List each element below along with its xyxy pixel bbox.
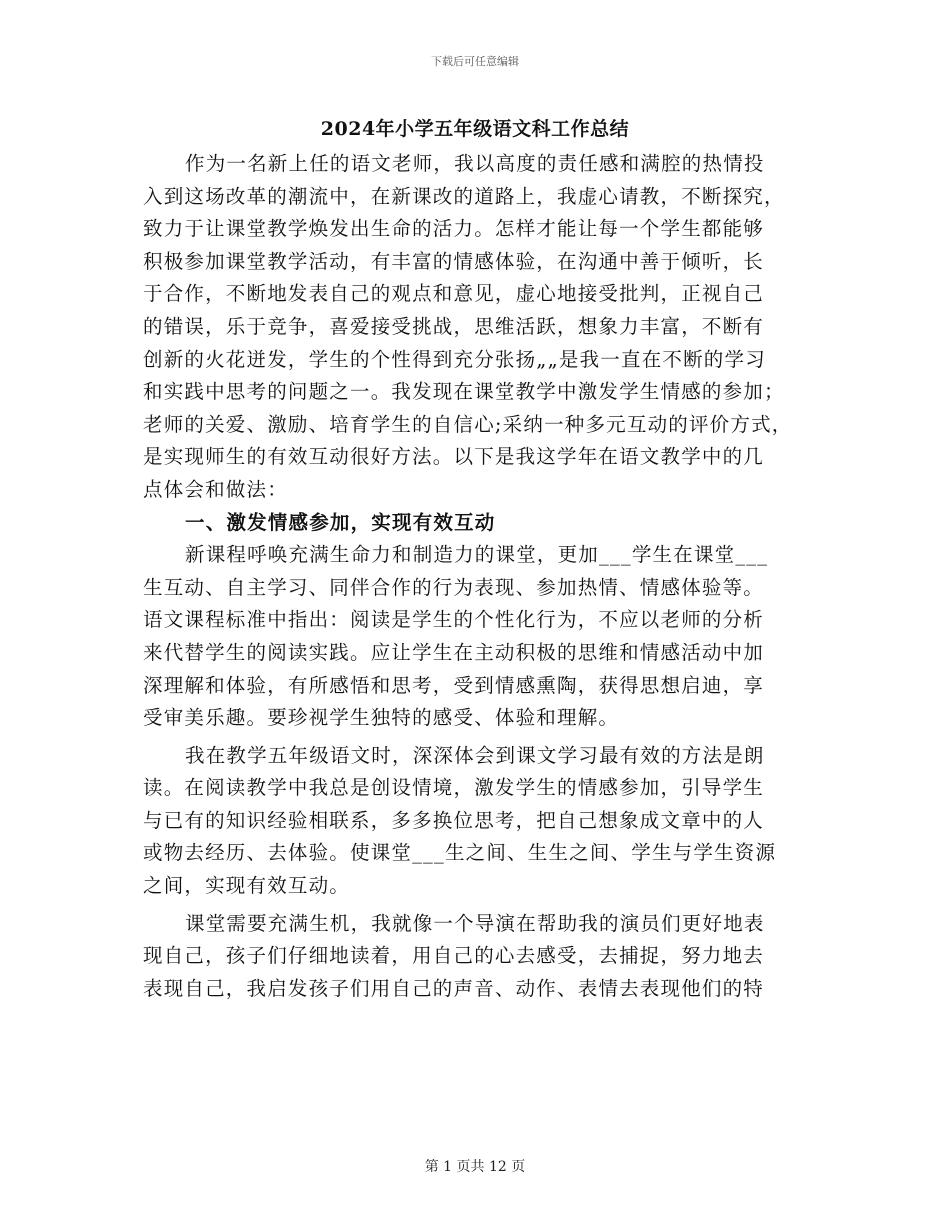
text-line: 我在教学五年级语文时，深深体会到课文学习最有效的方法是朗: [185, 743, 765, 767]
text-line: 创新的火花迸发，学生的个性得到充分张扬„„是我一直在不断的学习: [143, 347, 766, 371]
text-line: 致力于让课堂教学焕发出生命的活力。怎样才能让每一个学生都能够: [143, 217, 765, 241]
text-line: 现自己，孩子们仔细地读着，用自己的心去感受，去捕捉，努力地去: [143, 944, 765, 968]
text-line: 或物去经历、去体验。使课堂___生之间、生生之间、学生与学生资源: [143, 841, 777, 865]
text-line: 来代替学生的阅读实践。应让学生在主动积极的思维和情感活动中加: [143, 640, 765, 664]
text-line: 于合作，不断地发表自己的观点和意见，虚心地接受批判，正视自己: [143, 282, 765, 306]
section-heading: 一、激发情感参加，实现有效互动: [185, 510, 496, 534]
text-line: 之间，实现有效互动。: [143, 874, 351, 898]
text-line: 受审美乐趣。要珍视学生独特的感受、体验和理解。: [143, 706, 620, 730]
text-line: 老师的关爱、激励、培育学生的自信心;采纳一种多元互动的评价方式，: [143, 412, 793, 436]
text-line: 表现自己，我启发孩子们用自己的声音、动作、表情去表现他们的特: [143, 976, 765, 1000]
document-body: [143, 148, 811, 1005]
text-line: 积极参加课堂教学活动，有丰富的情感体验，在沟通中善于倾听，长: [143, 249, 765, 273]
text-line: 是实现师生的有效互动很好方法。以下是我这学年在语文教学中的几: [143, 445, 765, 469]
page-number-footer: 第 1 页共 12 页: [424, 1159, 526, 1175]
text-line: 入到这场改革的潮流中，在新课改的道路上，我虚心请教，不断探究，: [143, 184, 785, 208]
page-header-note: 下载后可任意编辑: [431, 55, 519, 68]
text-line: 和实践中思考的问题之一。我发现在课堂教学中激发学生情感的参加；: [143, 380, 785, 404]
text-line: 作为一名新上任的语文老师，我以高度的责任感和满腔的热情投: [185, 152, 765, 175]
text-line: 课堂需要充满生机，我就像一个导演在帮助我的演员们更好地表: [185, 911, 765, 935]
text-line: 新课程呼唤充满生命力和制造力的课堂，更加___学生在课堂___: [185, 543, 769, 567]
text-line: 深理解和体验，有所感悟和思考，受到情感熏陶，获得思想启迪，享: [143, 673, 765, 697]
text-line: 读。在阅读教学中我总是创设情境，激发学生的情感参加，引导学生: [143, 776, 765, 800]
text-line: 生互动、自主学习、同伴合作的行为表现、参加热情、情感体验等。: [143, 575, 765, 599]
text-line: 的错误，乐于竞争，喜爱接受挑战，思维活跃，想象力丰富，不断有: [143, 314, 765, 338]
document-title: 2024年小学五年级语文科工作总结: [320, 118, 630, 140]
text-line: 语文课程标准中指出：阅读是学生的个性化行为，不应以老师的分析: [143, 608, 765, 632]
text-line: 与已有的知识经验相联系，多多换位思考，把自己想象成文章中的人: [143, 808, 765, 832]
text-line: 点体会和做法：: [143, 477, 288, 501]
